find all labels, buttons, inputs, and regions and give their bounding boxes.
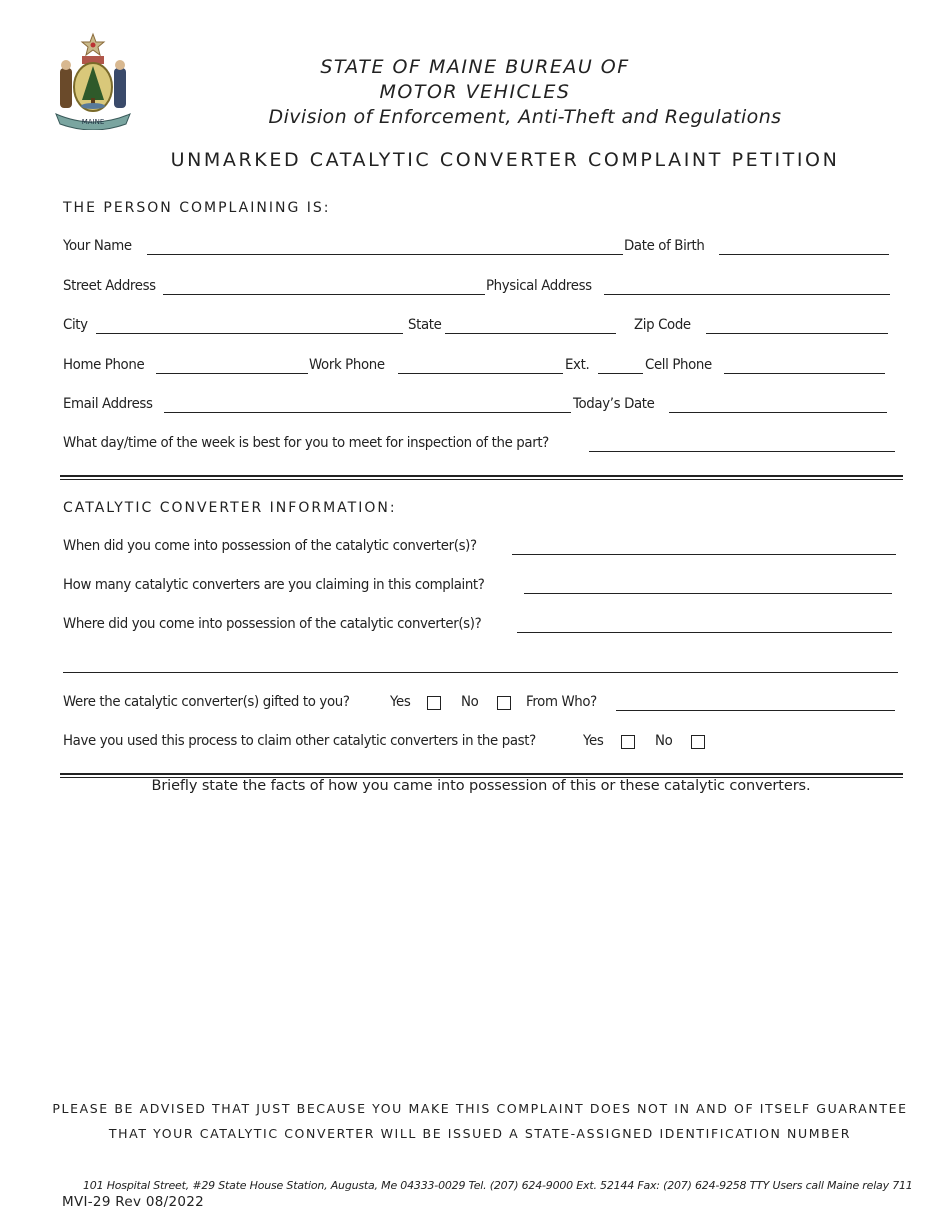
past-yes-label: Yes bbox=[583, 733, 604, 749]
agency-name-line1: STATE OF MAINE BUREAU OF bbox=[320, 56, 630, 78]
name-dob-row bbox=[0, 238, 950, 260]
person-section-heading: THE PERSON COMPLAINING IS: bbox=[63, 200, 331, 216]
physical-address-field[interactable] bbox=[604, 294, 890, 295]
email-date-row bbox=[0, 396, 950, 418]
section-divider bbox=[60, 475, 903, 480]
address-row bbox=[0, 278, 950, 300]
facts-text-area[interactable] bbox=[60, 800, 903, 1080]
todays-date-label: Today’s Date bbox=[573, 396, 655, 412]
home-phone-label: Home Phone bbox=[63, 357, 145, 373]
street-address-label: Street Address bbox=[63, 278, 156, 294]
gifted-yes-label: Yes bbox=[390, 694, 411, 710]
from-who-label: From Who? bbox=[526, 694, 597, 710]
past-no-checkbox[interactable] bbox=[691, 735, 705, 749]
city-label: City bbox=[63, 317, 88, 333]
where-possession-continued-row bbox=[0, 656, 950, 678]
gifted-label: Were the catalytic converter(s) gifted to you? bbox=[63, 694, 350, 710]
street-address-field[interactable] bbox=[163, 294, 485, 295]
meeting-time-field[interactable] bbox=[589, 451, 895, 452]
cell-phone-label: Cell Phone bbox=[645, 357, 712, 373]
agency-name-line2: MOTOR VEHICLES bbox=[379, 81, 571, 103]
meeting-time-row bbox=[0, 435, 950, 457]
page-title: UNMARKED CATALYTIC CONVERTER COMPLAINT PETITION bbox=[170, 149, 840, 171]
zip-code-label: Zip Code bbox=[634, 317, 691, 333]
past-yes-checkbox[interactable] bbox=[621, 735, 635, 749]
notice-line2: THAT YOUR CATALYTIC CONVERTER WILL BE ISSUED A STATE-ASSIGNED IDENTIFICATION NUMBER bbox=[108, 1126, 852, 1141]
facts-instructions: Briefly state the facts of how you came into possession of this or these catalytic converters. bbox=[151, 778, 811, 794]
where-possession-label: Where did you come into possession of the catalytic converter(s)? bbox=[63, 616, 482, 632]
city-field[interactable] bbox=[96, 333, 403, 334]
physical-address-label: Physical Address bbox=[486, 278, 592, 294]
past-no-label: No bbox=[655, 733, 673, 749]
where-possession-row bbox=[0, 616, 950, 638]
where-possession-continued-field[interactable] bbox=[63, 672, 898, 673]
dob-field[interactable] bbox=[719, 254, 889, 255]
notice-line1: PLEASE BE ADVISED THAT JUST BECAUSE YOU MAKE THIS COMPLAINT DOES NOT IN AND OF ITSELF GUARANTEE bbox=[52, 1101, 908, 1116]
cell-phone-field[interactable] bbox=[724, 373, 885, 374]
zip-code-field[interactable] bbox=[706, 333, 888, 334]
todays-date-field[interactable] bbox=[669, 412, 887, 413]
gifted-no-checkbox[interactable] bbox=[497, 696, 511, 710]
past-claims-row bbox=[0, 733, 950, 755]
converter-section-heading: CATALYTIC CONVERTER INFORMATION: bbox=[63, 500, 397, 516]
meeting-time-label: What day/time of the week is best for you to meet for inspection of the part? bbox=[63, 435, 549, 451]
division-name: Division of Enforcement, Anti-Theft and Regulations bbox=[268, 106, 782, 128]
email-field[interactable] bbox=[164, 412, 571, 413]
phone-row bbox=[0, 357, 950, 379]
svg-text:MAINE: MAINE bbox=[81, 118, 105, 126]
gifted-yes-checkbox[interactable] bbox=[427, 696, 441, 710]
when-possession-row bbox=[0, 538, 950, 560]
city-state-zip-row bbox=[0, 317, 950, 339]
how-many-field[interactable] bbox=[524, 593, 892, 594]
past-claims-label: Have you used this process to claim other catalytic converters in the past? bbox=[63, 733, 536, 749]
from-who-field[interactable] bbox=[616, 710, 895, 711]
state-field[interactable] bbox=[445, 333, 616, 334]
where-possession-field[interactable] bbox=[517, 632, 892, 633]
gifted-no-label: No bbox=[461, 694, 479, 710]
ext-label: Ext. bbox=[565, 357, 590, 373]
form-id: MVI-29 Rev 08/2022 bbox=[62, 1194, 205, 1210]
work-phone-label: Work Phone bbox=[309, 357, 385, 373]
work-phone-field[interactable] bbox=[398, 373, 563, 374]
ext-field[interactable] bbox=[598, 373, 643, 374]
agency-address: 101 Hospital Street, #29 State House Station, Augusta, Me 04333-0029 Tel. (207) 624-9000 Ext. 52144 Fax: (207) 624-9258 TTY Users call Maine relay 711 bbox=[83, 1179, 913, 1192]
how-many-label: How many catalytic converters are you claiming in this complaint? bbox=[63, 577, 485, 593]
gifted-row bbox=[0, 694, 950, 716]
when-possession-label: When did you come into possession of the catalytic converter(s)? bbox=[63, 538, 477, 554]
state-label: State bbox=[408, 317, 442, 333]
when-possession-field[interactable] bbox=[512, 554, 896, 555]
home-phone-field[interactable] bbox=[156, 373, 308, 374]
email-label: Email Address bbox=[63, 396, 153, 412]
dob-label: Date of Birth bbox=[624, 238, 705, 254]
how-many-row bbox=[0, 577, 950, 599]
your-name-label: Your Name bbox=[63, 238, 132, 254]
your-name-field[interactable] bbox=[147, 254, 623, 255]
